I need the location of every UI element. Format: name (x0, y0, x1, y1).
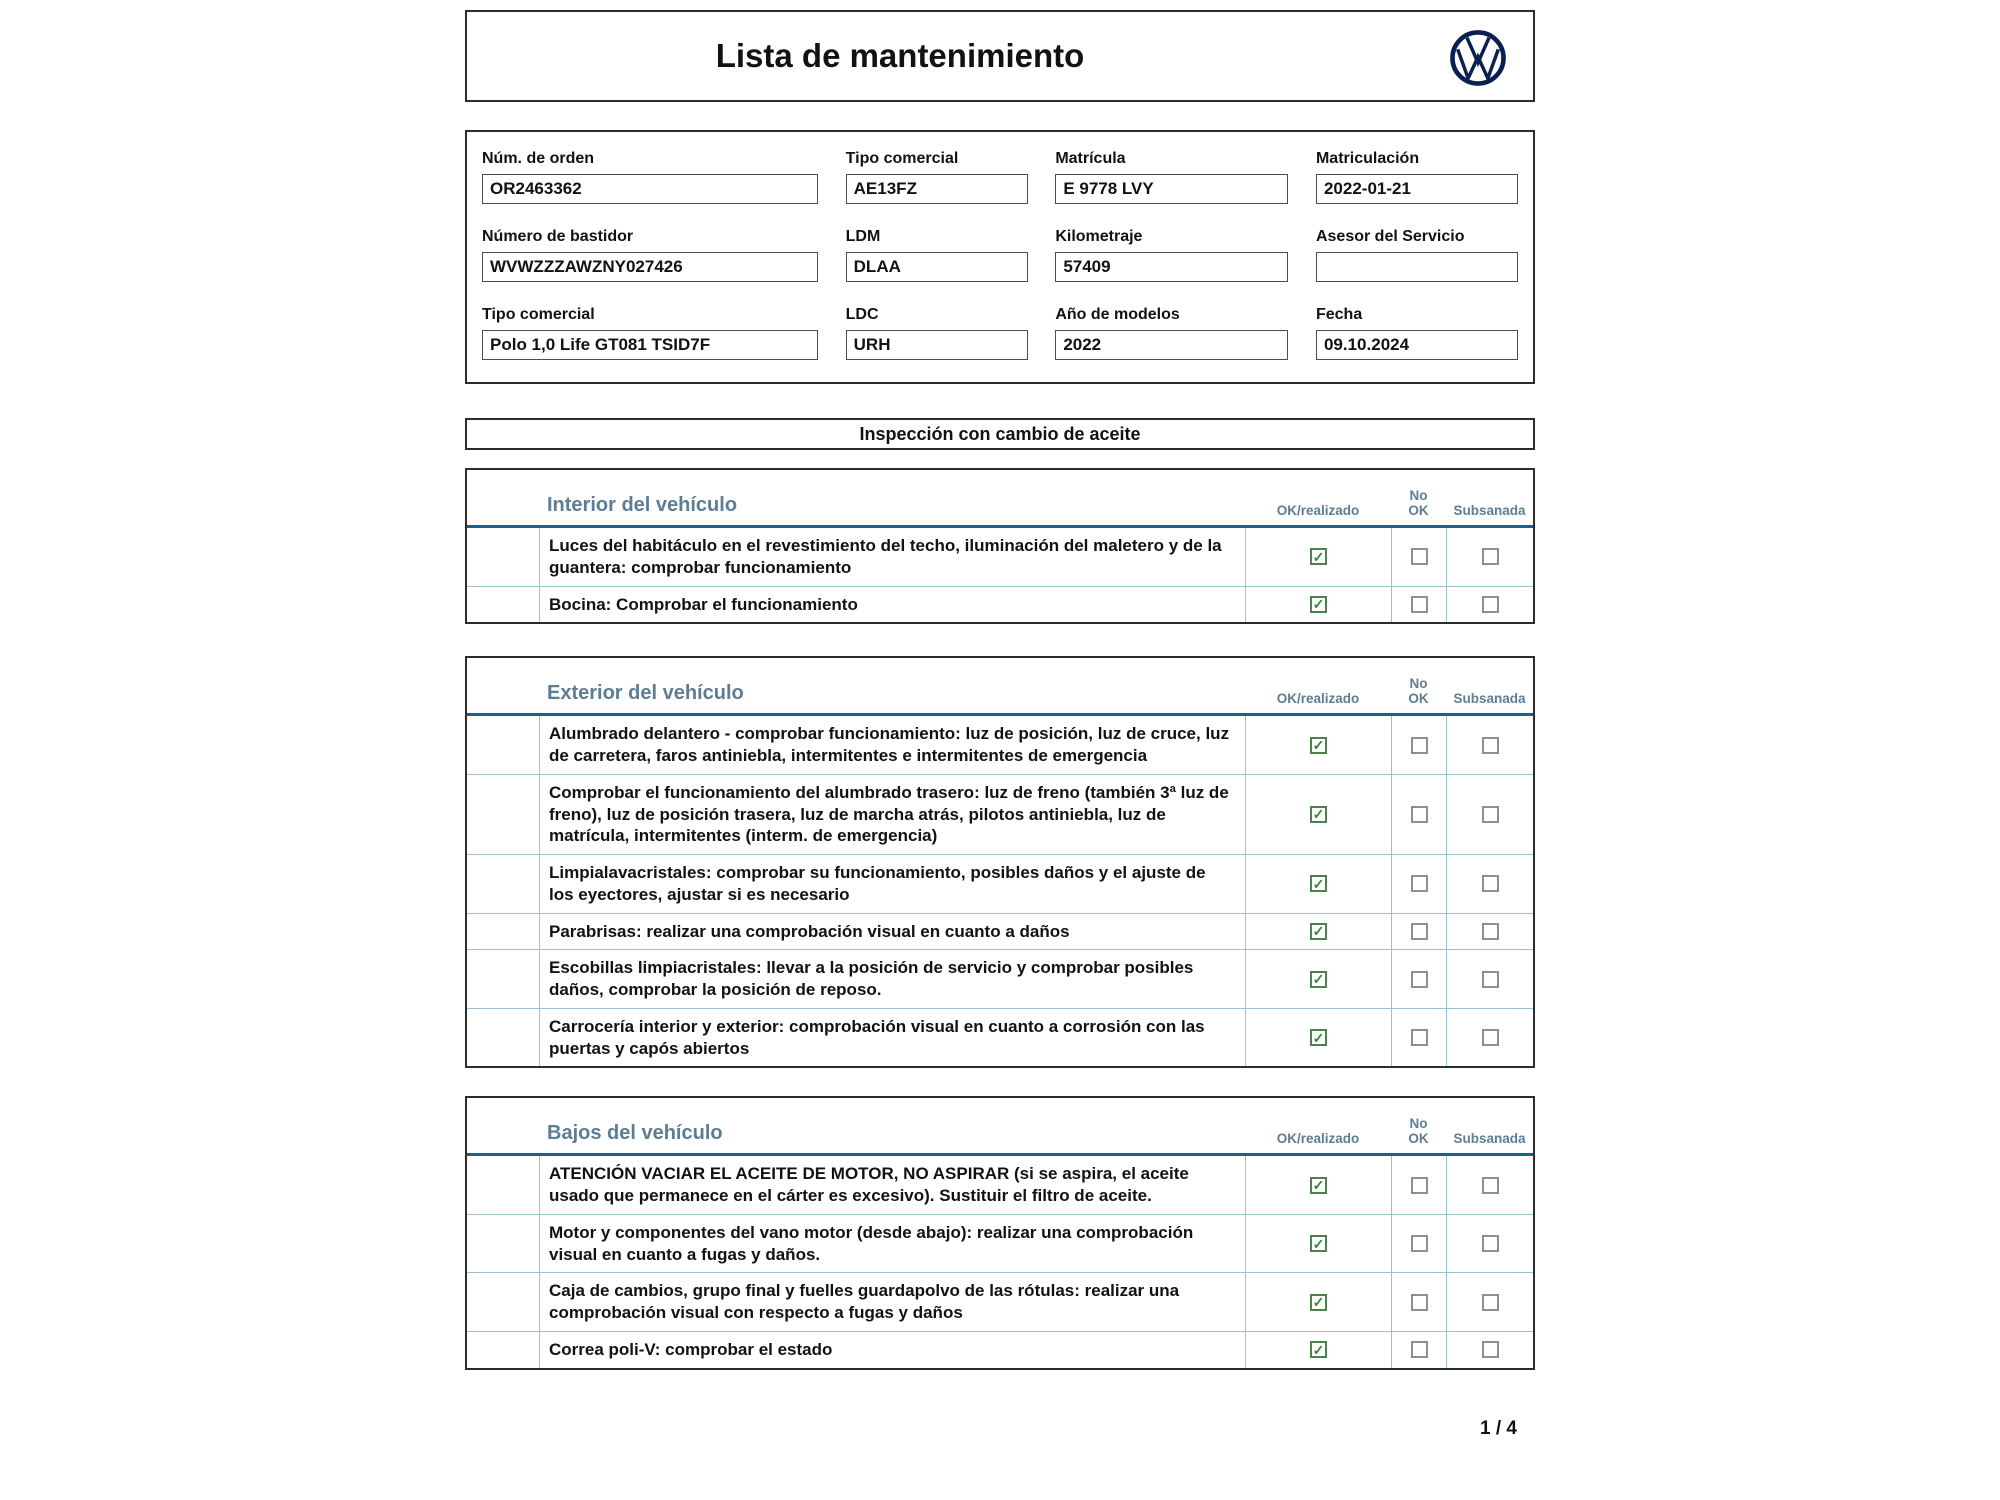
field-label: Kilometraje (1055, 228, 1143, 245)
field-num-orden (482, 150, 818, 204)
field-label: Matrícula (1055, 150, 1126, 167)
column-header-subsanada: Subsanada (1453, 1131, 1526, 1147)
asesor-servicio-input[interactable] (1316, 252, 1518, 282)
column-header-no-ok: No OK (1408, 488, 1429, 518)
column-header-subsanada: Subsanada (1453, 503, 1526, 518)
subsanada-cell (1446, 528, 1533, 586)
page-title: Lista de mantenimiento (715, 37, 1085, 74)
table-row (467, 1214, 1533, 1273)
ok-cell (1245, 914, 1391, 950)
section-interior-table (465, 468, 1535, 624)
row-number-cell (467, 1156, 539, 1214)
ok-cell (1245, 587, 1391, 623)
check-item-text: Bocina: Comprobar el funcionamiento (539, 587, 1245, 623)
subsanada-cell (1446, 1273, 1533, 1331)
checkbox-subsanada[interactable] (1482, 971, 1499, 988)
field-kilometraje (1055, 228, 1288, 282)
no-ok-cell (1391, 1215, 1446, 1273)
checkbox-ok[interactable] (1310, 737, 1327, 754)
checkbox-no-ok[interactable] (1411, 1294, 1428, 1311)
order-info-panel (465, 130, 1535, 384)
no-ok-cell (1391, 855, 1446, 913)
page-number: 1 / 4 (1480, 1417, 1517, 1439)
checkbox-no-ok[interactable] (1411, 1235, 1428, 1252)
no-ok-cell (1391, 1273, 1446, 1331)
row-number-cell (467, 1273, 539, 1331)
section-header (467, 1098, 1533, 1156)
section-bajos-table (465, 1096, 1535, 1369)
inspection-banner-title: Inspección con cambio de aceite (859, 423, 1141, 444)
checkbox-no-ok[interactable] (1411, 1029, 1428, 1046)
no-ok-cell (1391, 1156, 1446, 1214)
check-item-text: Comprobar el funcionamiento del alumbrado trasero: luz de freno (también 3ª luz de freno), luz de posición trasera, luz de marcha atrás, pilotos antiniebla, luz de matrícula, intermitentes (interm. de emergencia) (539, 775, 1245, 854)
matricula-input[interactable]: E 9778 LVY (1055, 174, 1288, 204)
checkbox-subsanada[interactable] (1482, 737, 1499, 754)
no-ok-cell (1391, 1009, 1446, 1067)
ok-cell (1245, 528, 1391, 586)
checkbox-ok[interactable] (1310, 1177, 1327, 1194)
row-number-cell (467, 855, 539, 913)
checkbox-ok[interactable] (1310, 548, 1327, 565)
field-label: Tipo comercial (845, 150, 959, 167)
ok-cell (1245, 950, 1391, 1008)
checkbox-ok[interactable] (1310, 1235, 1327, 1252)
field-label: Matriculación (1315, 150, 1420, 167)
subsanada-cell (1446, 1009, 1533, 1067)
subsanada-cell (1446, 914, 1533, 950)
row-number-cell (467, 587, 539, 623)
checkbox-subsanada[interactable] (1482, 806, 1499, 823)
tipo-comercial-input[interactable]: AE13FZ (846, 174, 1028, 204)
field-anio-modelos (1055, 306, 1288, 360)
numero-bastidor-input[interactable]: WVWZZZAWZNY027426 (482, 252, 818, 282)
section-title: Bajos del vehículo (547, 1122, 723, 1145)
check-item-text: Alumbrado delantero - comprobar funcionamiento: luz de posición, luz de cruce, luz de carretera, faros antiniebla, intermitentes e intermitentes de emergencia (539, 716, 1245, 774)
ldc-input[interactable]: URH (846, 330, 1028, 360)
row-number-cell (467, 1215, 539, 1273)
section-title: Exterior del vehículo (547, 682, 744, 705)
field-label: Número de bastidor (482, 228, 634, 245)
inspection-banner (465, 418, 1535, 450)
section-exterior-table (465, 656, 1535, 1068)
check-item-text: Correa poli-V: comprobar el estado (539, 1332, 1245, 1368)
check-item-text: Escobillas limpiacristales: llevar a la posición de servicio y comprobar posibles daños, comprobar la posición de reposo. (539, 950, 1245, 1008)
fecha-input[interactable]: 09.10.2024 (1316, 330, 1518, 360)
row-number-cell (467, 950, 539, 1008)
checkbox-subsanada[interactable] (1482, 1294, 1499, 1311)
column-header-subsanada: Subsanada (1453, 691, 1526, 707)
row-number-cell (467, 914, 539, 950)
no-ok-cell (1391, 587, 1446, 623)
subsanada-cell (1446, 855, 1533, 913)
check-item-text: ATENCIÓN VACIAR EL ACEITE DE MOTOR, NO ASPIRAR (si se aspira, el aceite usado que permanece en el cárter es excesivo). Sustituir el filtro de aceite. (539, 1156, 1245, 1214)
maintenance-document (465, 0, 1535, 1370)
checkbox-no-ok[interactable] (1411, 548, 1428, 565)
checkbox-no-ok[interactable] (1411, 1177, 1428, 1194)
ok-cell (1245, 1009, 1391, 1067)
check-item-text: Motor y componentes del vano motor (desde abajo): realizar una comprobación visual en cuanto a fugas y daños. (539, 1215, 1245, 1273)
table-row (467, 586, 1533, 623)
table-row (467, 1008, 1533, 1067)
subsanada-cell (1446, 716, 1533, 774)
field-tipo-comercial-1 (846, 150, 1028, 204)
checkbox-subsanada[interactable] (1482, 1235, 1499, 1252)
checkbox-subsanada[interactable] (1482, 875, 1499, 892)
subsanada-cell (1446, 950, 1533, 1008)
table-row (467, 1272, 1533, 1331)
no-ok-cell (1391, 950, 1446, 1008)
anio-modelos-input[interactable]: 2022 (1055, 330, 1288, 360)
ok-cell (1245, 1215, 1391, 1273)
ok-cell (1245, 716, 1391, 774)
check-item-text: Limpialavacristales: comprobar su funcionamiento, posibles daños y el ajuste de los eyectores, ajustar si es necesario (539, 855, 1245, 913)
field-label: LDC (845, 306, 879, 323)
no-ok-cell (1391, 914, 1446, 950)
table-row (467, 1156, 1533, 1214)
field-asesor-servicio (1316, 228, 1518, 282)
ok-cell (1245, 855, 1391, 913)
document-header (465, 10, 1535, 102)
checkbox-ok[interactable] (1310, 1341, 1327, 1358)
ok-cell (1245, 775, 1391, 854)
subsanada-cell (1446, 587, 1533, 623)
checkbox-no-ok[interactable] (1411, 806, 1428, 823)
column-header-ok: OK/realizado (1276, 1131, 1360, 1147)
field-fecha (1316, 306, 1518, 360)
checkbox-ok[interactable] (1310, 923, 1327, 940)
row-number-cell (467, 716, 539, 774)
checkbox-no-ok[interactable] (1411, 1341, 1428, 1358)
section-title: Interior del vehículo (547, 494, 738, 516)
table-row (467, 1331, 1533, 1368)
checkbox-ok[interactable] (1310, 971, 1327, 988)
checkbox-subsanada[interactable] (1482, 596, 1499, 613)
table-row (467, 774, 1533, 854)
tipo-comercial-modelo-input[interactable]: Polo 1,0 Life GT081 TSID7F (482, 330, 818, 360)
no-ok-cell (1391, 716, 1446, 774)
check-item-text: Caja de cambios, grupo final y fuelles guardapolvo de las rótulas: realizar una comprobación visual con respecto a fugas y daños (539, 1273, 1245, 1331)
checkbox-subsanada[interactable] (1482, 923, 1499, 940)
field-tipo-comercial-2 (482, 306, 818, 360)
checkbox-ok[interactable] (1310, 806, 1327, 823)
field-label: Tipo comercial (482, 306, 595, 323)
checkbox-subsanada[interactable] (1482, 548, 1499, 565)
row-number-cell (467, 775, 539, 854)
vw-logo-icon (1449, 29, 1507, 87)
checkbox-no-ok[interactable] (1411, 971, 1428, 988)
checkbox-no-ok[interactable] (1411, 923, 1428, 940)
column-header-no-ok: No OK (1408, 1116, 1429, 1147)
ok-cell (1245, 1156, 1391, 1214)
checkbox-subsanada[interactable] (1482, 1341, 1499, 1358)
ok-cell (1245, 1273, 1391, 1331)
subsanada-cell (1446, 1332, 1533, 1368)
checkbox-no-ok[interactable] (1411, 875, 1428, 892)
field-matriculacion (1316, 150, 1518, 204)
table-row (467, 854, 1533, 913)
field-numero-bastidor (482, 228, 818, 282)
table-row (467, 913, 1533, 950)
no-ok-cell (1391, 1332, 1446, 1368)
no-ok-cell (1391, 775, 1446, 854)
ok-cell (1245, 1332, 1391, 1368)
row-number-cell (467, 1332, 539, 1368)
section-header (467, 658, 1533, 716)
table-row (467, 528, 1533, 586)
column-header-ok: OK/realizado (1276, 691, 1360, 707)
checkbox-no-ok[interactable] (1411, 596, 1428, 613)
kilometraje-input[interactable]: 57409 (1055, 252, 1288, 282)
column-header-ok: OK/realizado (1276, 503, 1360, 518)
checkbox-no-ok[interactable] (1411, 737, 1428, 754)
checkbox-ok[interactable] (1310, 1029, 1327, 1046)
section-header (467, 470, 1533, 528)
checkbox-ok[interactable] (1310, 875, 1327, 892)
no-ok-cell (1391, 528, 1446, 586)
checkbox-ok[interactable] (1310, 1294, 1327, 1311)
table-row (467, 949, 1533, 1008)
check-item-text: Luces del habitáculo en el revestimiento del techo, iluminación del maletero y de la guantera: comprobar funcionamiento (539, 528, 1245, 586)
column-header-no-ok: No OK (1408, 676, 1429, 707)
num-orden-input[interactable]: OR2463362 (482, 174, 818, 204)
field-label: LDM (845, 228, 881, 245)
checkbox-subsanada[interactable] (1482, 1029, 1499, 1046)
row-number-cell (467, 528, 539, 586)
table-row (467, 716, 1533, 774)
field-ldc (846, 306, 1028, 360)
ldm-input[interactable]: DLAA (846, 252, 1028, 282)
checkbox-subsanada[interactable] (1482, 1177, 1499, 1194)
matriculacion-input[interactable]: 2022-01-21 (1316, 174, 1518, 204)
field-matricula (1055, 150, 1288, 204)
subsanada-cell (1446, 1215, 1533, 1273)
field-ldm (846, 228, 1028, 282)
field-label: Fecha (1315, 306, 1363, 323)
check-item-text: Parabrisas: realizar una comprobación visual en cuanto a daños (539, 914, 1245, 950)
field-label: Año de modelos (1055, 306, 1180, 323)
row-number-cell (467, 1009, 539, 1067)
subsanada-cell (1446, 775, 1533, 854)
check-item-text: Carrocería interior y exterior: comprobación visual en cuanto a corrosión con las puertas y capós abiertos (539, 1009, 1245, 1067)
subsanada-cell (1446, 1156, 1533, 1214)
field-label: Asesor del Servicio (1315, 228, 1465, 245)
checkbox-ok[interactable] (1310, 596, 1327, 613)
field-label: Núm. de orden (482, 150, 595, 167)
